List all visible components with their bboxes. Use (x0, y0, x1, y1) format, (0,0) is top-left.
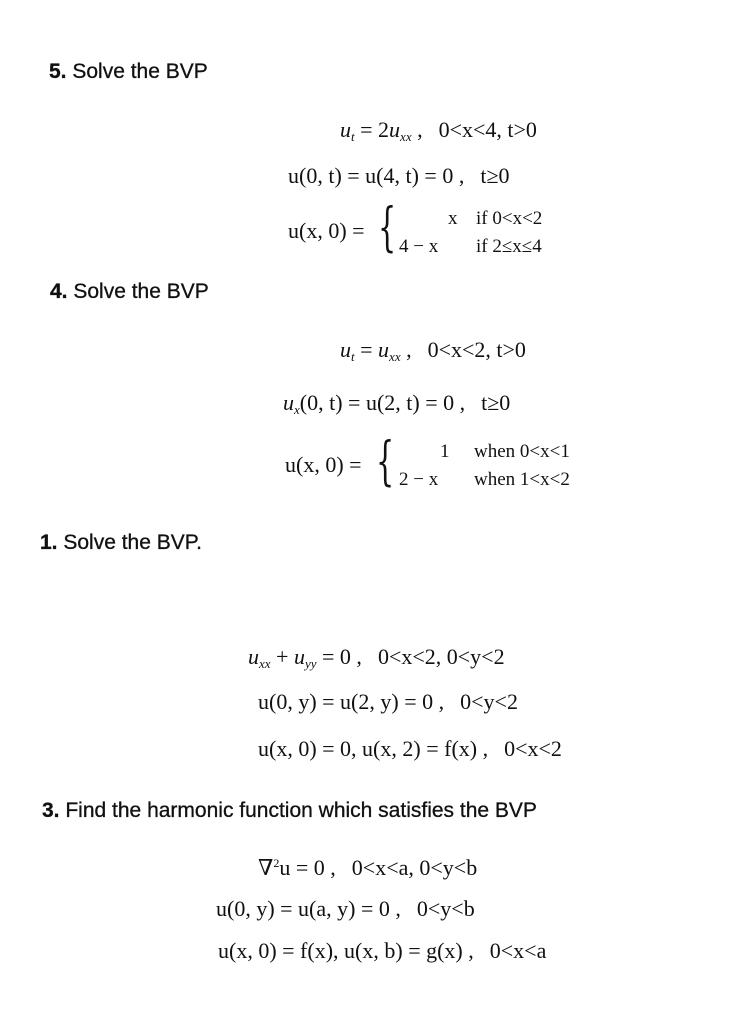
boundary-condition: u(0, y) = u(2, y) = 0 , (258, 689, 445, 714)
case-cond: if 2≤x≤4 (476, 236, 542, 257)
problem-number: 3. (42, 799, 60, 822)
pde-domain: 0<x<4, t>0 (438, 117, 537, 142)
problem-title: Solve the BVP (72, 60, 208, 83)
pde-domain: 0<x<2, t>0 (427, 337, 526, 362)
case-expr: x (448, 208, 458, 229)
problem-title: Find the harmonic function which satisfies the BVP (65, 799, 537, 822)
left-brace-icon: { (378, 198, 397, 258)
bc-domain: 0<y<2 (460, 689, 518, 714)
nabla-symbol: ∇ (258, 855, 274, 880)
case-expr: 2 − x (399, 469, 439, 490)
case-cond: when 0<x<1 (474, 441, 570, 462)
problem-3-pde (258, 851, 477, 880)
case-expr: 4 − x (399, 236, 439, 257)
pde-domain: 0<x<a, 0<y<b (351, 855, 478, 880)
problem-title: Solve the BVP. (63, 531, 202, 554)
boundary-condition: u(0, t) = u(4, t) = 0 , (288, 163, 465, 188)
bc-domain: t≥0 (480, 163, 510, 188)
nabla-exponent: 2 (273, 856, 280, 870)
pde-domain: 0<x<2, 0<y<2 (377, 644, 505, 669)
case-expr: 1 (440, 441, 450, 462)
problem-1-ic (258, 737, 562, 761)
case-cond: when 1<x<2 (474, 469, 570, 490)
problem-4-bc: $u_x(0$, t) = u(2, t) = 0 , t≥0 (283, 390, 511, 417)
ic-domain: 0<x<2 (504, 736, 562, 761)
problem-1-pde: $u_{xx} + u_{yy} = 0$ , 0<x<2, 0<y<2 (248, 644, 505, 671)
problem-1-heading (40, 531, 202, 555)
problem-3-bc (216, 897, 475, 921)
problem-5-bc (288, 164, 510, 188)
problem-4-heading (50, 280, 209, 304)
problem-4-ic-lhs: u(x, 0) = (285, 452, 362, 477)
pde-rest: = 0 , (322, 644, 362, 669)
initial-condition: u(x, 0) = 0, u(x, 2) = f(x) , (258, 736, 489, 761)
problem-1-bc (258, 690, 518, 714)
bc-domain: 0<y<b (416, 896, 475, 921)
problem-number: 4. (50, 280, 68, 303)
problem-number: 5. (49, 60, 67, 83)
problem-number: 1. (40, 531, 58, 554)
problem-5-heading (49, 60, 208, 84)
problem-3-heading (42, 799, 537, 823)
problem-title: Solve the BVP (73, 280, 209, 303)
case-cond: if 0<x<2 (476, 208, 543, 229)
problem-4-pde: $u_t = u_{xx}$ , 0<x<2, t>0 (340, 337, 526, 364)
ic-domain: 0<x<a (489, 938, 547, 963)
bc-domain: t≥0 (481, 390, 511, 415)
boundary-condition: u(0, y) = u(a, y) = 0 , (216, 896, 401, 921)
left-brace-icon: { (376, 432, 395, 492)
problem-5-pde: $u_t = 2u_{xx}$ , 0<x<4, t>0 (340, 117, 537, 144)
pde-coefficient: 2 (378, 117, 390, 142)
problem-3-ic (218, 939, 546, 963)
boundary-condition: (0, t) = u(2, t) = 0 , (299, 390, 466, 415)
initial-condition: u(x, 0) = f(x), u(x, b) = g(x) , (218, 938, 474, 963)
problem-5-ic-lhs: u(x, 0) = (288, 218, 365, 243)
pde-rest: u = 0 , (279, 855, 336, 880)
